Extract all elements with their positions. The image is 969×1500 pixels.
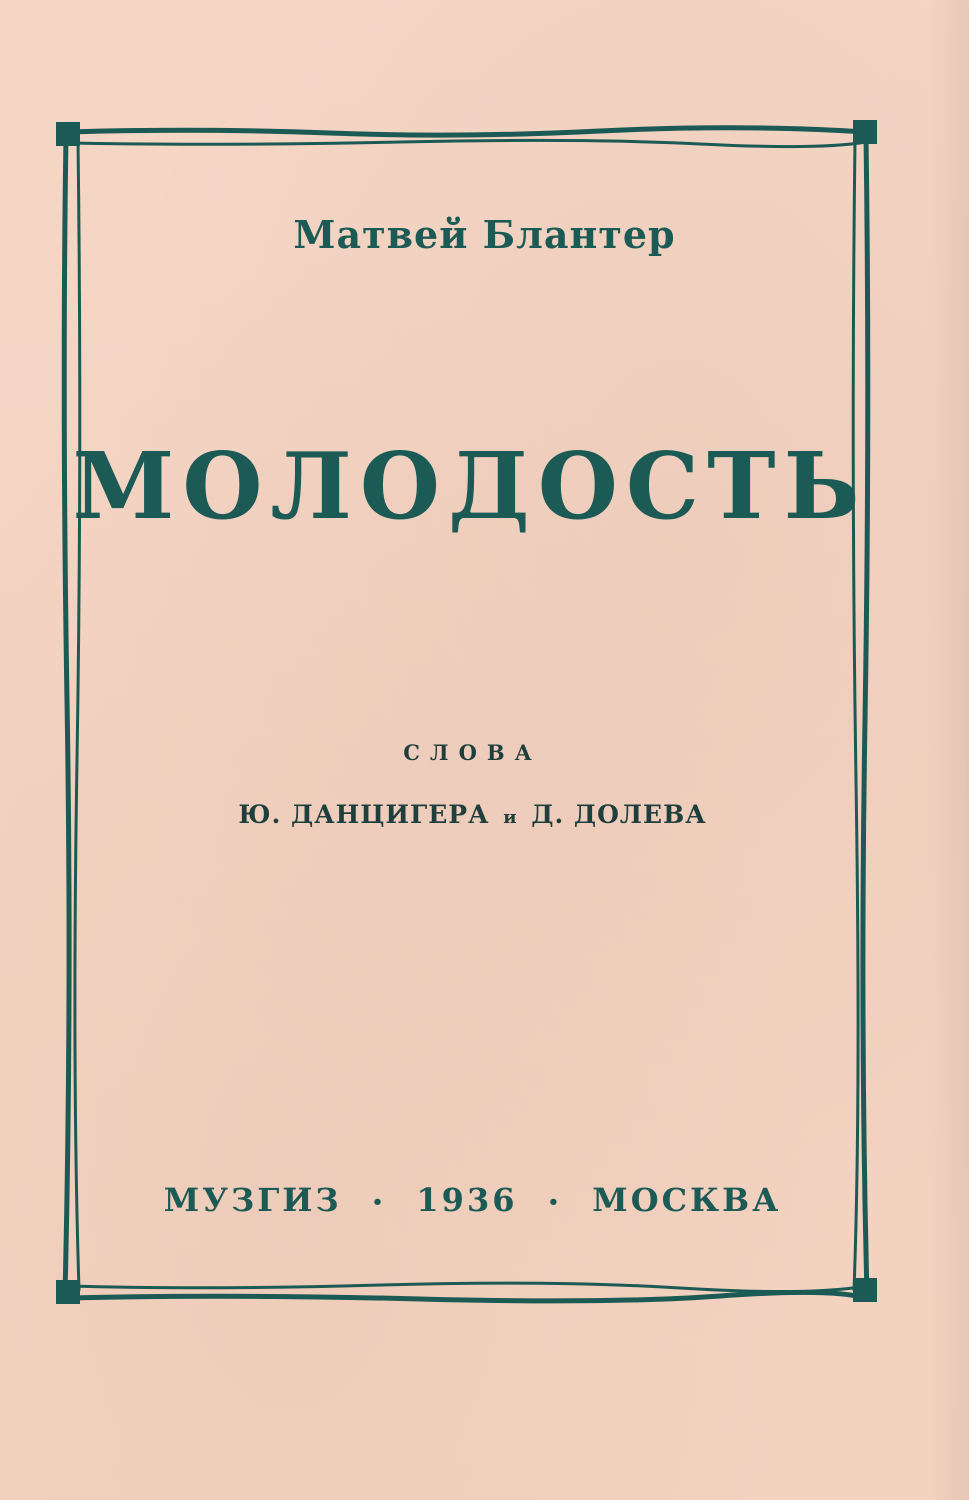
publication-year: 1936: [416, 1181, 518, 1219]
publication-city: МОСКВА: [592, 1181, 782, 1219]
imprint-separator: •: [547, 1192, 563, 1213]
words-label: СЛОВА: [403, 740, 542, 765]
lyricist-second: Д. ДОЛЕВА: [531, 800, 707, 829]
lyricists-line: [0, 800, 945, 829]
corner-ornament-bottom-left: [56, 1280, 80, 1304]
publisher-name: МУЗГИЗ: [163, 1181, 342, 1219]
page-title: МОЛОДОСТЬ: [72, 432, 868, 540]
author-name: Матвей Блантер: [293, 212, 676, 257]
corner-ornament-top-right: [853, 120, 877, 144]
lyricist-conjunction: и: [503, 807, 518, 828]
imprint-line: [0, 1181, 945, 1219]
corner-ornament-top-left: [56, 122, 80, 146]
imprint-separator: •: [371, 1192, 387, 1213]
lyricist-first: Ю. ДАНЦИГЕРА: [238, 800, 490, 829]
corner-ornament-bottom-right: [853, 1278, 877, 1302]
